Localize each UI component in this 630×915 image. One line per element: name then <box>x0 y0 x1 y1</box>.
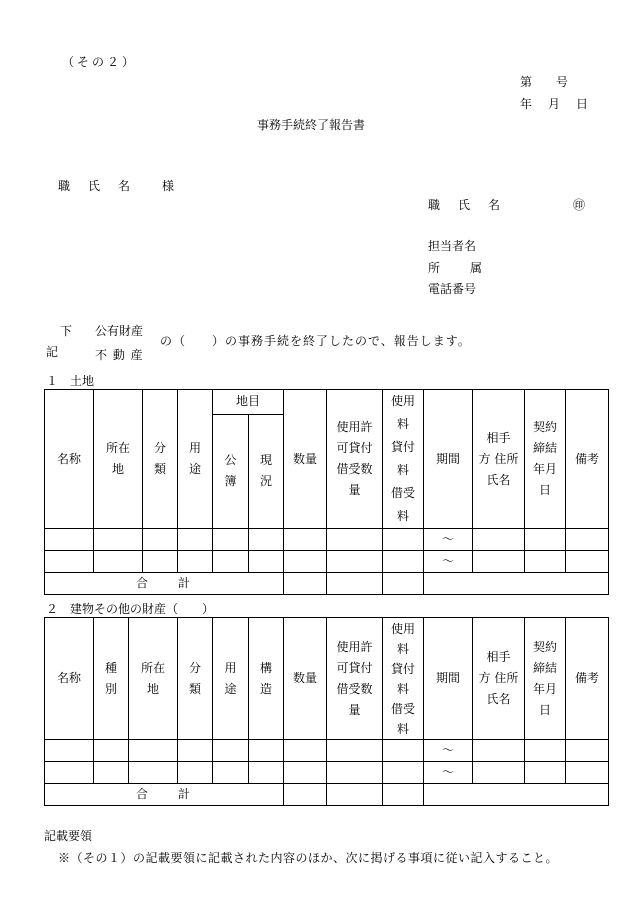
land-table <box>44 389 609 595</box>
header-registry: 公 簿 <box>213 414 249 528</box>
period-cell[interactable]: ～ <box>424 762 473 784</box>
section1-title: １ 土地 <box>46 374 95 388</box>
total-quantity[interactable] <box>284 573 327 595</box>
header-permit: 使用許 可貸付 借受数 量 <box>327 618 383 740</box>
part-label: （その２） <box>62 55 138 69</box>
header-quantity: 数量 <box>284 390 327 529</box>
addressee-name-label: 職 氏 名 <box>58 179 134 193</box>
property-type-public: 公有財産 <box>95 324 144 338</box>
page-title: 事務手続終了報告書 <box>257 118 366 132</box>
statement-text: の（ ）の事務手続を終了したので、報告します。 <box>160 334 471 348</box>
header-fee: 使用 料 貸付 料 借受 料 <box>383 618 424 740</box>
property-type-realestate: 不 動 産 <box>95 348 144 362</box>
header-contract-date: 契約 締結 年月 日 <box>525 618 566 740</box>
header-period: 期間 <box>424 618 473 740</box>
header-contract-date: 契約 締結 年月 日 <box>525 390 566 529</box>
table-row <box>45 762 609 784</box>
total-label: 合 計 <box>45 573 284 595</box>
header-actual: 現 況 <box>249 414 284 528</box>
total-row <box>45 573 609 595</box>
contact-person-label: 担当者名 <box>428 239 477 253</box>
total-quantity[interactable] <box>284 784 327 806</box>
header-fee: 使用 料 貸付 料 借受 料 <box>383 390 424 529</box>
header-remarks: 備考 <box>566 390 609 529</box>
header-use: 用 途 <box>213 618 249 740</box>
statement-prefix-bottom: 記 <box>46 345 59 359</box>
header-location: 所在 地 <box>94 390 143 529</box>
header-location: 所在 地 <box>129 618 178 740</box>
instructions-note: ※（その１）の記載要領に記載された内容のほか、次に掲げる事項に従い記入すること。 <box>58 851 559 865</box>
header-category: 分 類 <box>143 390 178 529</box>
header-structure: 構 造 <box>249 618 284 740</box>
sender-name-label: 職 氏 名 <box>428 198 504 212</box>
total-row <box>45 784 609 806</box>
document-date: 年 月 日 <box>520 97 591 111</box>
phone-label: 電話番号 <box>428 282 477 296</box>
header-counterparty: 相手 方 住所 氏名 <box>473 390 525 529</box>
header-category: 分 類 <box>178 618 213 740</box>
table-row <box>45 529 609 551</box>
period-cell[interactable]: ～ <box>424 740 473 762</box>
header-name: 名称 <box>45 390 94 529</box>
header-remarks: 備考 <box>566 618 609 740</box>
header-period: 期間 <box>424 390 473 529</box>
total-label: 合 計 <box>45 784 284 806</box>
document-number: 第 号 <box>520 75 569 89</box>
affiliation-label: 所 属 <box>428 261 485 275</box>
header-land-type: 地目 <box>213 390 284 415</box>
header-quantity: 数量 <box>284 618 327 740</box>
total-fee[interactable] <box>383 573 424 595</box>
table-row <box>45 551 609 573</box>
header-name: 名称 <box>45 618 94 740</box>
header-use: 用 途 <box>178 390 213 529</box>
total-fee[interactable] <box>383 784 424 806</box>
period-cell[interactable]: ～ <box>424 529 473 551</box>
table-row <box>45 740 609 762</box>
header-permit: 使用許 可貸付 借受数 量 <box>327 390 383 529</box>
addressee-honorific: 様 <box>162 179 175 193</box>
section2-title: ２ 建物その他の財産（ ） <box>46 602 215 616</box>
header-kind: 種 別 <box>94 618 129 740</box>
statement-prefix-top: 下 <box>60 324 73 338</box>
seal-mark: ㊞ <box>573 198 586 212</box>
instructions-heading: 記載要領 <box>44 829 93 843</box>
period-cell[interactable]: ～ <box>424 551 473 573</box>
header-counterparty: 相手 方 住所 氏名 <box>473 618 525 740</box>
building-table <box>44 617 609 806</box>
